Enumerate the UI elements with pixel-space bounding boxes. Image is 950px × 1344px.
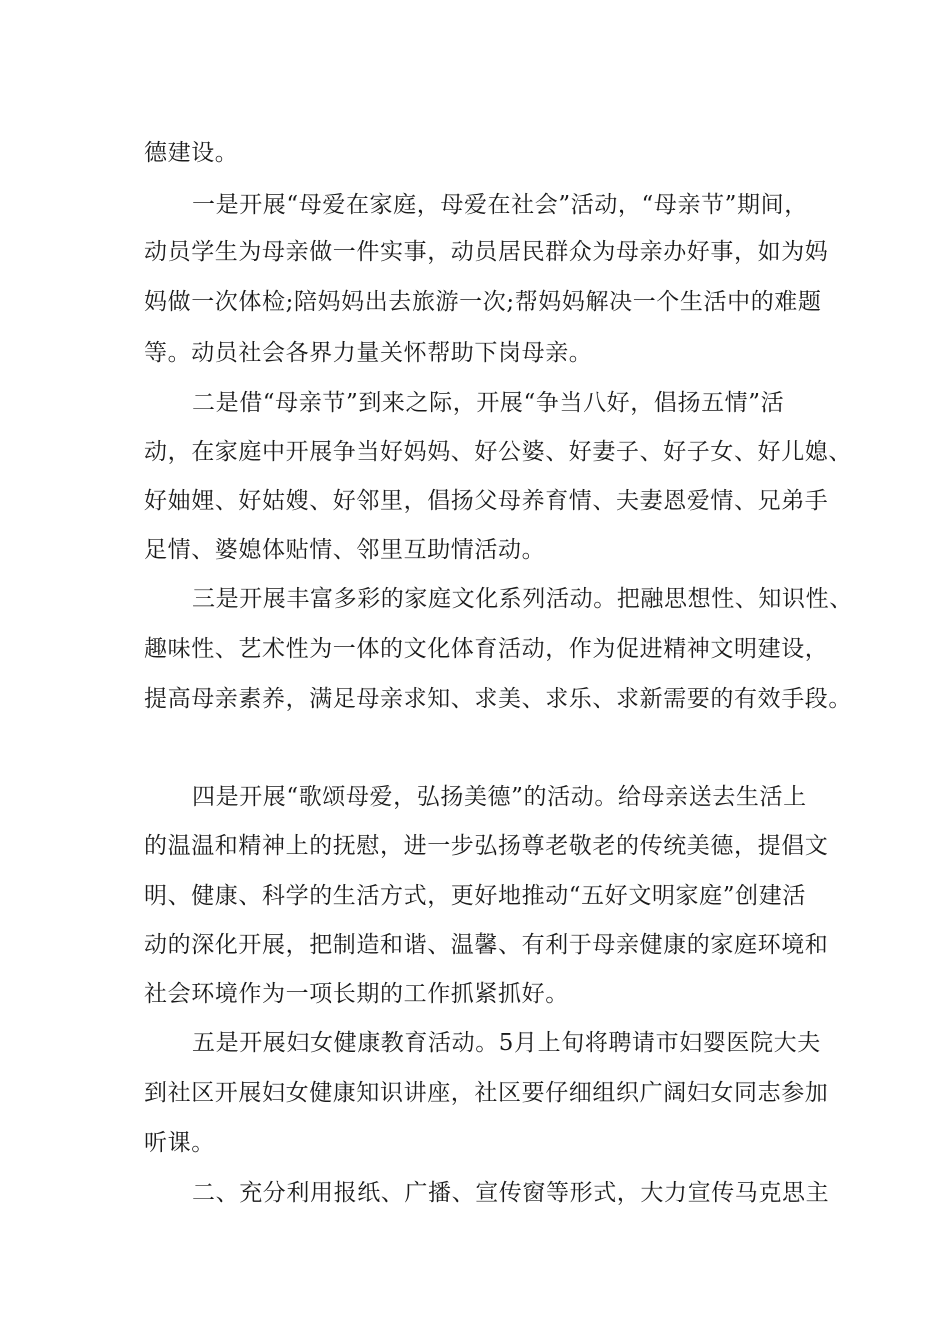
text-line: 提高母亲素养，满足母亲求知、求美、求乐、求新需要的有效手段。 [144, 686, 852, 712]
paragraph-first-line: 三是开展丰富多彩的家庭文化系列活动。把融思想性、知识性、 [192, 586, 853, 612]
text-line: 趣味性、艺术性为一体的文化体育活动，作为促进精神文明建设， [144, 636, 829, 662]
paragraph-first-line: 二、充分利用报纸、广播、宣传窗等形式，大力宣传马克思主 [192, 1180, 830, 1206]
text-line: 到社区开展妇女健康知识讲座，社区要仔细组织广阔妇女同志参加 [144, 1080, 829, 1106]
text-line: 动，在家庭中开展争当好妈妈、好公婆、好妻子、好子女、好儿媳、 [144, 439, 852, 465]
text-line: 等。动员社会各界力量关怀帮助下岗母亲。 [144, 340, 593, 366]
text-line: 德建设。 [144, 140, 239, 166]
text-line: 社会环境作为一项长期的工作抓紧抓好。 [144, 981, 569, 1007]
paragraph-first-line: 二是借“母亲节”到来之际，开展“争当八好，倡扬五情”活 [192, 390, 785, 416]
text-line: 动员学生为母亲做一件实事，动员居民群众为母亲办好事，如为妈 [144, 239, 829, 265]
text-line: 动的深化开展，把制造和谐、温馨、有利于母亲健康的家庭环境和 [144, 932, 829, 958]
text-line: 的温温和精神上的抚慰，进一步弘扬尊老敬老的传统美德，提倡文 [144, 833, 829, 859]
paragraph-first-line: 一是开展“母爱在家庭，母爱在社会”活动，“母亲节”期间， [192, 192, 808, 218]
text-line: 妈做一次体检;陪妈妈出去旅游一次;帮妈妈解决一个生活中的难题 [144, 289, 822, 315]
text-line: 好妯娌、好姑嫂、好邻里，倡扬父母养育情、夫妻恩爱情、兄弟手 [144, 488, 829, 514]
text-line: 足情、婆媳体贴情、邻里互助情活动。 [144, 537, 546, 563]
text-line: 听课。 [144, 1130, 215, 1156]
text-line: 明、健康、科学的生活方式，更好地推动“五好文明家庭”创建活 [144, 883, 806, 909]
paragraph-first-line: 五是开展妇女健康教育活动。5月上旬将聘请市妇婴医院大夫 [192, 1030, 821, 1056]
paragraph-first-line: 四是开展“歌颂母爱，弘扬美德”的活动。给母亲送去生活上 [192, 784, 807, 810]
